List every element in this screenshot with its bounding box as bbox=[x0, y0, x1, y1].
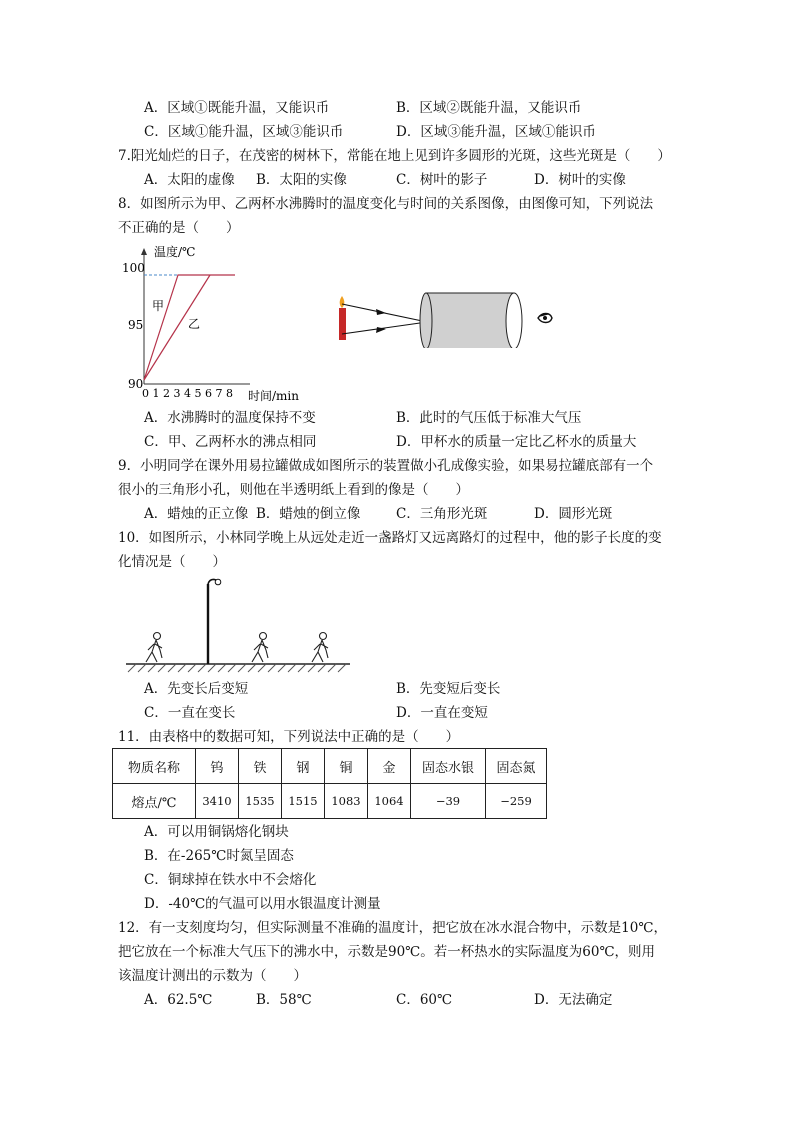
table-header-cell: 铁 bbox=[239, 749, 282, 784]
q7-option-b: B．太阳的实像 bbox=[256, 172, 347, 188]
table-header-cell: 钨 bbox=[196, 749, 239, 784]
table-header-cell: 铜 bbox=[325, 749, 368, 784]
label-jia: 甲 bbox=[152, 299, 165, 313]
table-row-label: 熔点/℃ bbox=[113, 784, 196, 819]
q10-option-a: A．先变长后变短 bbox=[144, 681, 249, 697]
light-ray-lower bbox=[342, 322, 427, 334]
table-header-cell: 钢 bbox=[282, 749, 325, 784]
table-header-cell: 固态氮 bbox=[486, 749, 547, 784]
q7-option-c: C．树叶的影子 bbox=[396, 172, 488, 188]
label-yi: 乙 bbox=[188, 317, 201, 331]
q8-option-b: B．此时的气压低于标准大气压 bbox=[396, 410, 582, 426]
ytick-90: 90 bbox=[128, 377, 144, 391]
ground-hatching bbox=[128, 664, 346, 672]
graph-xticks: 0 1 2 3 4 5 6 7 8 bbox=[142, 387, 233, 400]
lamp-bulb-icon bbox=[215, 579, 221, 585]
q11-option-b: B．在-265℃时氮呈固态 bbox=[144, 848, 294, 864]
q6-option-d: D．区域③能升温，区域①能识币 bbox=[396, 124, 596, 140]
q11-option-a: A．可以用铜锅熔化钢块 bbox=[144, 824, 289, 840]
q9-option-a: A．蜡烛的正立像 bbox=[144, 506, 249, 522]
q8-temperature-graph bbox=[118, 240, 308, 408]
q9-stem-line1: 9．小明同学在课外用易拉罐做成如图所示的装置做小孔成像实验，如果易拉罐底部有一个 bbox=[118, 458, 654, 474]
q11-option-c: C．铜球掉在铁水中不会熔化 bbox=[144, 872, 317, 888]
q8-stem-line1: 8．如图所示为甲、乙两杯水沸腾时的温度变化与时间的关系图像，由图像可知，下列说法 bbox=[118, 196, 654, 212]
street-lamp-diagram bbox=[122, 574, 354, 678]
q8-option-d: D．甲杯水的质量一定比乙杯水的质量大 bbox=[396, 434, 637, 450]
q12-option-b: B．58℃ bbox=[256, 992, 312, 1008]
q8-stem-line2: 不正确的是（ ） bbox=[118, 220, 240, 236]
q6-option-a: A．区域①既能升温，又能识币 bbox=[144, 100, 330, 116]
walker-icon-3 bbox=[312, 633, 328, 663]
table-cell: 1515 bbox=[282, 784, 325, 819]
table-header-row bbox=[113, 749, 547, 784]
q8-option-a: A．水沸腾时的温度保持不变 bbox=[144, 410, 316, 426]
translucent-paper-end bbox=[506, 293, 522, 348]
ray-arrow-upper bbox=[376, 309, 386, 315]
graph-y-arrow bbox=[141, 248, 147, 255]
ytick-100: 100 bbox=[122, 261, 145, 275]
table-header-cell: 金 bbox=[368, 749, 411, 784]
table-header-cell: 物质名称 bbox=[113, 749, 196, 784]
q12-option-a: A．62.5℃ bbox=[144, 992, 213, 1008]
q10-option-d: D．一直在变短 bbox=[396, 705, 488, 721]
ytick-95: 95 bbox=[128, 318, 144, 332]
q7-option-a: A．太阳的虚像 bbox=[144, 172, 235, 188]
table-cell: 1064 bbox=[368, 784, 411, 819]
candle-icon bbox=[339, 308, 346, 340]
q9-option-d: D．圆形光斑 bbox=[534, 506, 613, 522]
q12-option-d: D．无法确定 bbox=[534, 992, 613, 1008]
q10-stem-line1: 10．如图所示，小林同学晚上从远处走近一盏路灯又远离路灯的过程中，他的影子长度的变 bbox=[118, 530, 662, 546]
q9-stem-line2: 很小的三角形小孔，则他在半透明纸上看到的像是（ ） bbox=[118, 482, 469, 498]
table-cell: 1535 bbox=[239, 784, 282, 819]
pinhole-camera-diagram bbox=[332, 288, 562, 348]
can-bottom-end bbox=[420, 293, 432, 348]
table-cell: −39 bbox=[411, 784, 486, 819]
candle-flame-icon bbox=[340, 296, 345, 308]
walker-icon-2 bbox=[252, 633, 268, 663]
table-cell: 1083 bbox=[325, 784, 368, 819]
q6-option-b: B．区域②既能升温，又能识币 bbox=[396, 100, 582, 116]
q8-option-c: C．甲、乙两杯水的沸点相同 bbox=[144, 434, 317, 450]
q9-option-b: B．蜡烛的倒立像 bbox=[256, 506, 361, 522]
eye-pupil-icon bbox=[543, 316, 547, 320]
q10-option-c: C．一直在变长 bbox=[144, 705, 236, 721]
q6-option-c: C．区域①能升温，区域③能识币 bbox=[144, 124, 344, 140]
q12-option-c: C．60℃ bbox=[396, 992, 453, 1008]
graph-ylabel: 温度/℃ bbox=[154, 245, 196, 259]
q10-option-b: B．先变短后变长 bbox=[396, 681, 501, 697]
q12-stem-line3: 该温度计测出的示数为（ ） bbox=[118, 968, 307, 984]
curve-yi bbox=[144, 275, 210, 380]
table-header-cell: 固态水银 bbox=[411, 749, 486, 784]
table-row bbox=[113, 784, 547, 819]
q11-option-d: D．-40℃的气温可以用水银温度计测量 bbox=[144, 896, 381, 912]
melting-point-table bbox=[112, 748, 547, 819]
table-cell: 3410 bbox=[196, 784, 239, 819]
q11-stem: 11．由表格中的数据可知，下列说法中正确的是（ ） bbox=[118, 729, 460, 745]
q9-option-c: C．三角形光斑 bbox=[396, 506, 488, 522]
graph-xlabel: 时间/min bbox=[248, 389, 299, 403]
walker-icon-1 bbox=[146, 633, 162, 663]
q7-option-d: D．树叶的实像 bbox=[534, 172, 626, 188]
q12-stem-line1: 12．有一支刻度均匀，但实际测量不准确的温度计，把它放在冰水混合物中，示数是10℃， bbox=[118, 920, 667, 936]
q12-stem-line2: 把它放在一个标准大气压下的沸水中，示数是90℃。若一杯热水的实际温度为60℃，则用 bbox=[118, 944, 656, 960]
q7-stem: 7.阳光灿烂的日子，在茂密的树林下，常能在地上见到许多圆形的光斑，这些光斑是（ ） bbox=[118, 148, 671, 164]
q10-stem-line2: 化情况是（ ） bbox=[118, 554, 226, 570]
can-body bbox=[426, 293, 514, 348]
table-cell: −259 bbox=[486, 784, 547, 819]
